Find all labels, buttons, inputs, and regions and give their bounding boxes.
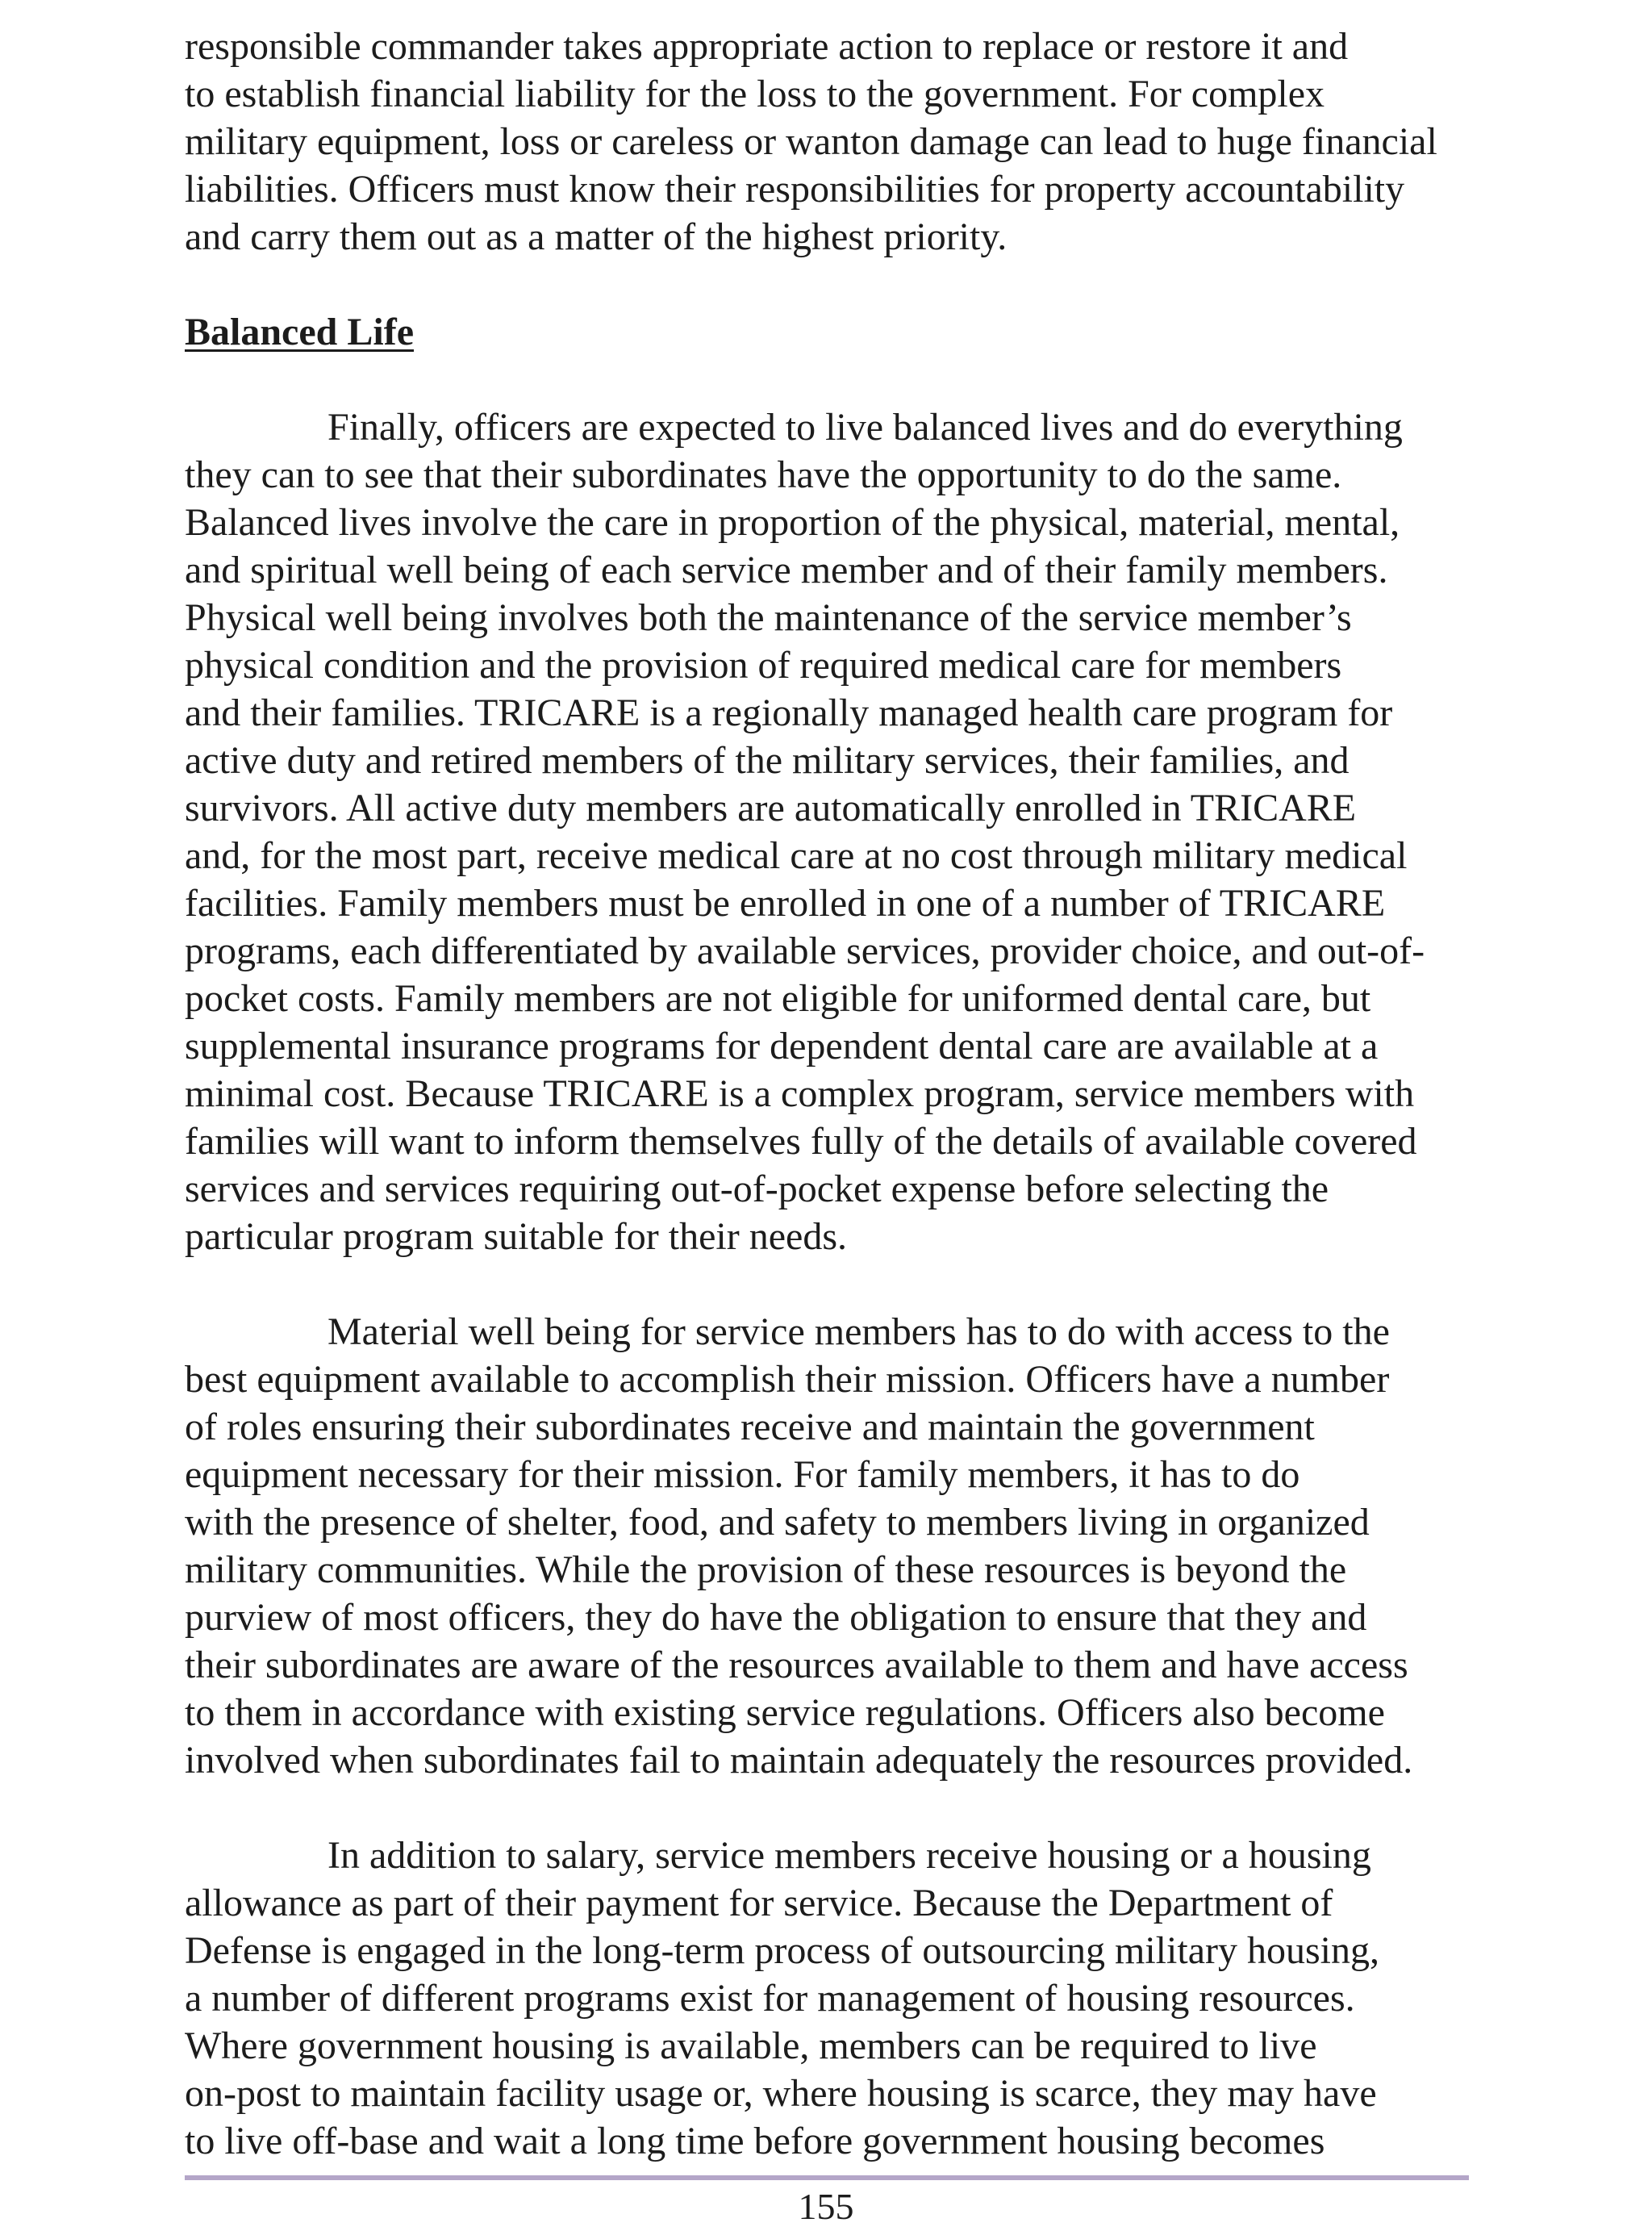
section-heading-text: Balanced Life <box>185 311 414 353</box>
text-line: particular program suitable for their needs. <box>185 1215 848 1258</box>
paragraph-gap <box>185 261 1467 308</box>
text-line: Material well being for service members has to do with access to the <box>327 1310 1390 1353</box>
text-line: Defense is engaged in the long-term process of outsourcing military housing, <box>185 1929 1379 1972</box>
text-line: military communities. While the provision of these resources is beyond the <box>185 1548 1347 1591</box>
text-line: minimal cost. Because TRICARE is a complex program, service members with <box>185 1072 1415 1115</box>
page-number: 155 <box>798 2186 854 2227</box>
footer-rule <box>185 2175 1469 2180</box>
section-heading <box>185 308 1467 356</box>
text-line: pocket costs. Family members are not eligible for uniformed dental care, but <box>185 977 1371 1020</box>
text-line: of roles ensuring their subordinates receive and maintain the government <box>185 1406 1315 1448</box>
text-line: Where government housing is available, members can be required to live <box>185 2024 1317 2067</box>
text-line: and, for the most part, receive medical care at no cost through military medical <box>185 834 1408 877</box>
text-line: active duty and retired members of the military services, their families, and <box>185 739 1350 782</box>
paragraph-gap <box>185 1260 1467 1308</box>
text-line: responsible commander takes appropriate action to replace or restore it and <box>185 25 1349 68</box>
text-line: allowance as part of their payment for service. Because the Department of <box>185 1882 1333 1924</box>
text-line: to them in accordance with existing service regulations. Officers also become <box>185 1691 1385 1734</box>
text-line: and carry them out as a matter of the highest priority. <box>185 215 1007 258</box>
text-line: services and services requiring out-of-pocket expense before selecting the <box>185 1168 1329 1210</box>
text-line: to establish financial liability for the loss to the government. For complex <box>185 73 1325 115</box>
text-line: and their families. TRICARE is a regionally managed health care program for <box>185 691 1393 734</box>
paragraph-gap <box>185 1784 1467 1832</box>
paragraph-material-well-being <box>185 1308 1467 1784</box>
text-line: they can to see that their subordinates have the opportunity to do the same. <box>185 453 1342 496</box>
intro-paragraph <box>185 23 1467 261</box>
text-line: with the presence of shelter, food, and safety to members living in organized <box>185 1501 1370 1544</box>
paragraph-gap <box>185 356 1467 403</box>
text-line: a number of different programs exist for management of housing resources. <box>185 1977 1355 2020</box>
text-line: Balanced lives involve the care in proportion of the physical, material, mental, <box>185 501 1400 544</box>
text-line: Finally, officers are expected to live balanced lives and do everything <box>327 406 1403 449</box>
paragraph-housing <box>185 1832 1467 2165</box>
text-line: physical condition and the provision of required medical care for members <box>185 644 1342 687</box>
text-line: and spiritual well being of each service member and of their family members. <box>185 549 1388 591</box>
text-line: their subordinates are aware of the resources available to them and have access <box>185 1644 1408 1686</box>
text-line: military equipment, loss or careless or wanton damage can lead to huge financial <box>185 120 1437 163</box>
text-line: survivors. All active duty members are automatically enrolled in TRICARE <box>185 787 1357 829</box>
text-line: In addition to salary, service members receive housing or a housing <box>327 1834 1371 1877</box>
text-line: best equipment available to accomplish their mission. Officers have a number <box>185 1358 1390 1401</box>
text-line: liabilities. Officers must know their responsibilities for property accountability <box>185 168 1405 211</box>
text-line: supplemental insurance programs for dependent dental care are available at a <box>185 1025 1379 1067</box>
text-line: to live off-base and wait a long time before government housing becomes <box>185 2120 1325 2162</box>
text-line: facilities. Family members must be enrolled in one of a number of TRICARE <box>185 882 1386 925</box>
text-line: families will want to inform themselves fully of the details of available covered <box>185 1120 1417 1163</box>
text-line: involved when subordinates fail to maintain adequately the resources provided. <box>185 1739 1413 1782</box>
document-page <box>185 23 1467 2165</box>
text-line: purview of most officers, they do have the obligation to ensure that they and <box>185 1596 1367 1639</box>
text-line: programs, each differentiated by available services, provider choice, and out-of- <box>185 930 1425 972</box>
text-line: equipment necessary for their mission. For family members, it has to do <box>185 1453 1300 1496</box>
text-line: on-post to maintain facility usage or, where housing is scarce, they may have <box>185 2072 1377 2115</box>
text-line: Physical well being involves both the maintenance of the service member’s <box>185 596 1352 639</box>
paragraph-physical-well-being <box>185 403 1467 1260</box>
